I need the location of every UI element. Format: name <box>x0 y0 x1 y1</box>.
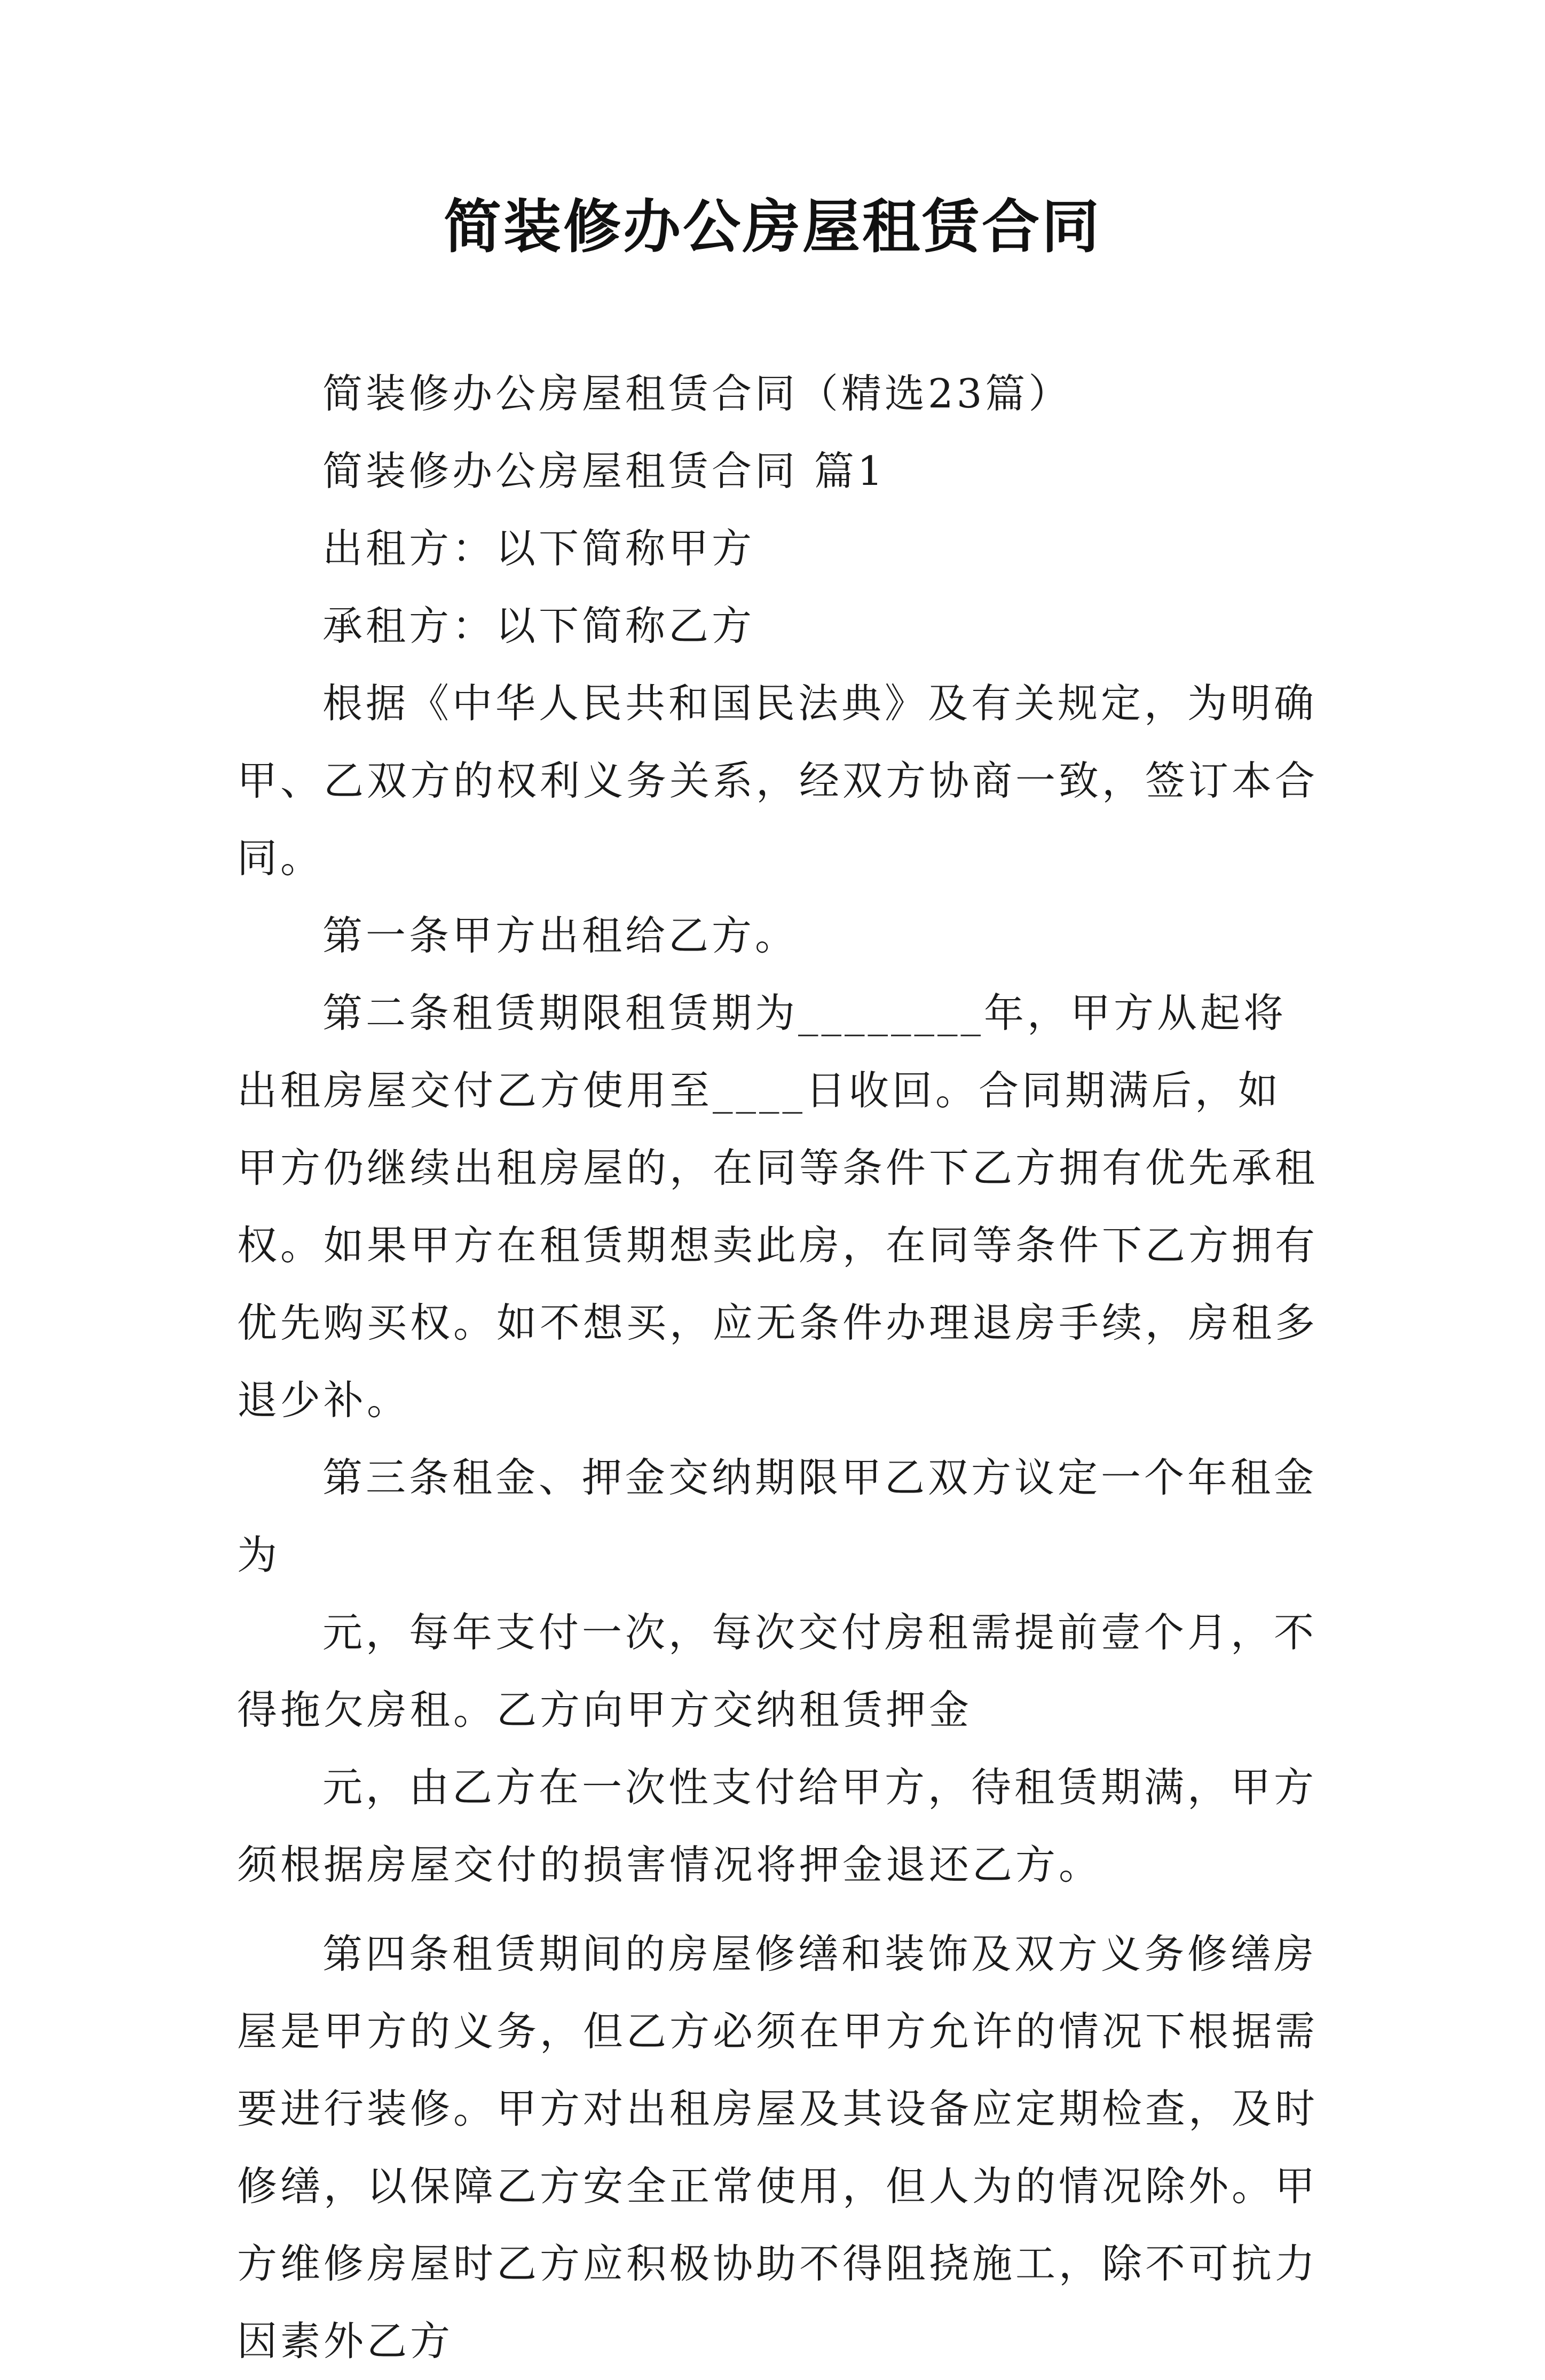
paragraph-article-2: 第二条租赁期限租赁期为________年，甲方从起将出租房屋交付乙方使用至____日收回。合同期满后，如甲方仍继续出租房屋的，在同等条件下乙方拥有优先承租权。如果甲方在租赁期想卖此房，在同等条件下乙方拥有优先购买权。如不想买，应无条件办理退房手续，房租多退少补。 <box>237 989 1319 1424</box>
paragraph-article-4: 第四条租赁期间的房屋修缮和装饰及双方义务修缮房屋是甲方的义务，但乙方必须在甲方允许的情况下根据需要进行装修。甲方对出租房屋及其设备应定期检查，及时修缮，以保障乙方安全正常使用，但人为的情况除外。甲方维修房屋时乙方应积极协助不得阻挠施工，除不可抗力因素外乙方 <box>237 1930 1319 2365</box>
paragraph-article-3: 第三条租金、押金交纳期限甲乙双方议定一个年租金为 <box>237 1454 1318 1578</box>
paragraph-article-3-deposit: 元，由乙方在一次性支付给甲方，待租赁期满，甲方须根据房屋交付的损害情况将押金退还乙方。 <box>237 1764 1318 1888</box>
paragraph-subtitle: 简装修办公房屋租赁合同（精选23篇） <box>322 370 1072 417</box>
paragraph-article-3-rent: 元，每年支付一次，每次交付房租需提前壹个月，不得拖欠房租。乙方向甲方交纳租赁押金 <box>237 1609 1318 1733</box>
paragraph-article-1: 第一条甲方出租给乙方。 <box>322 912 799 959</box>
paragraph-lessor: 出租方：以下简称甲方 <box>322 525 755 572</box>
document-body <box>237 355 1321 2380</box>
paragraph-section-heading: 简装修办公房屋租赁合同 篇1 <box>322 447 886 494</box>
document-title: 简装修办公房屋租赁合同 <box>443 193 1101 261</box>
paragraph-preamble: 根据《中华人民共和国民法典》及有关规定，为明确甲、乙双方的权利义务关系，经双方协商一致，签订本合同。 <box>237 680 1319 882</box>
paragraph-lessee: 承租方：以下简称乙方 <box>322 602 755 649</box>
